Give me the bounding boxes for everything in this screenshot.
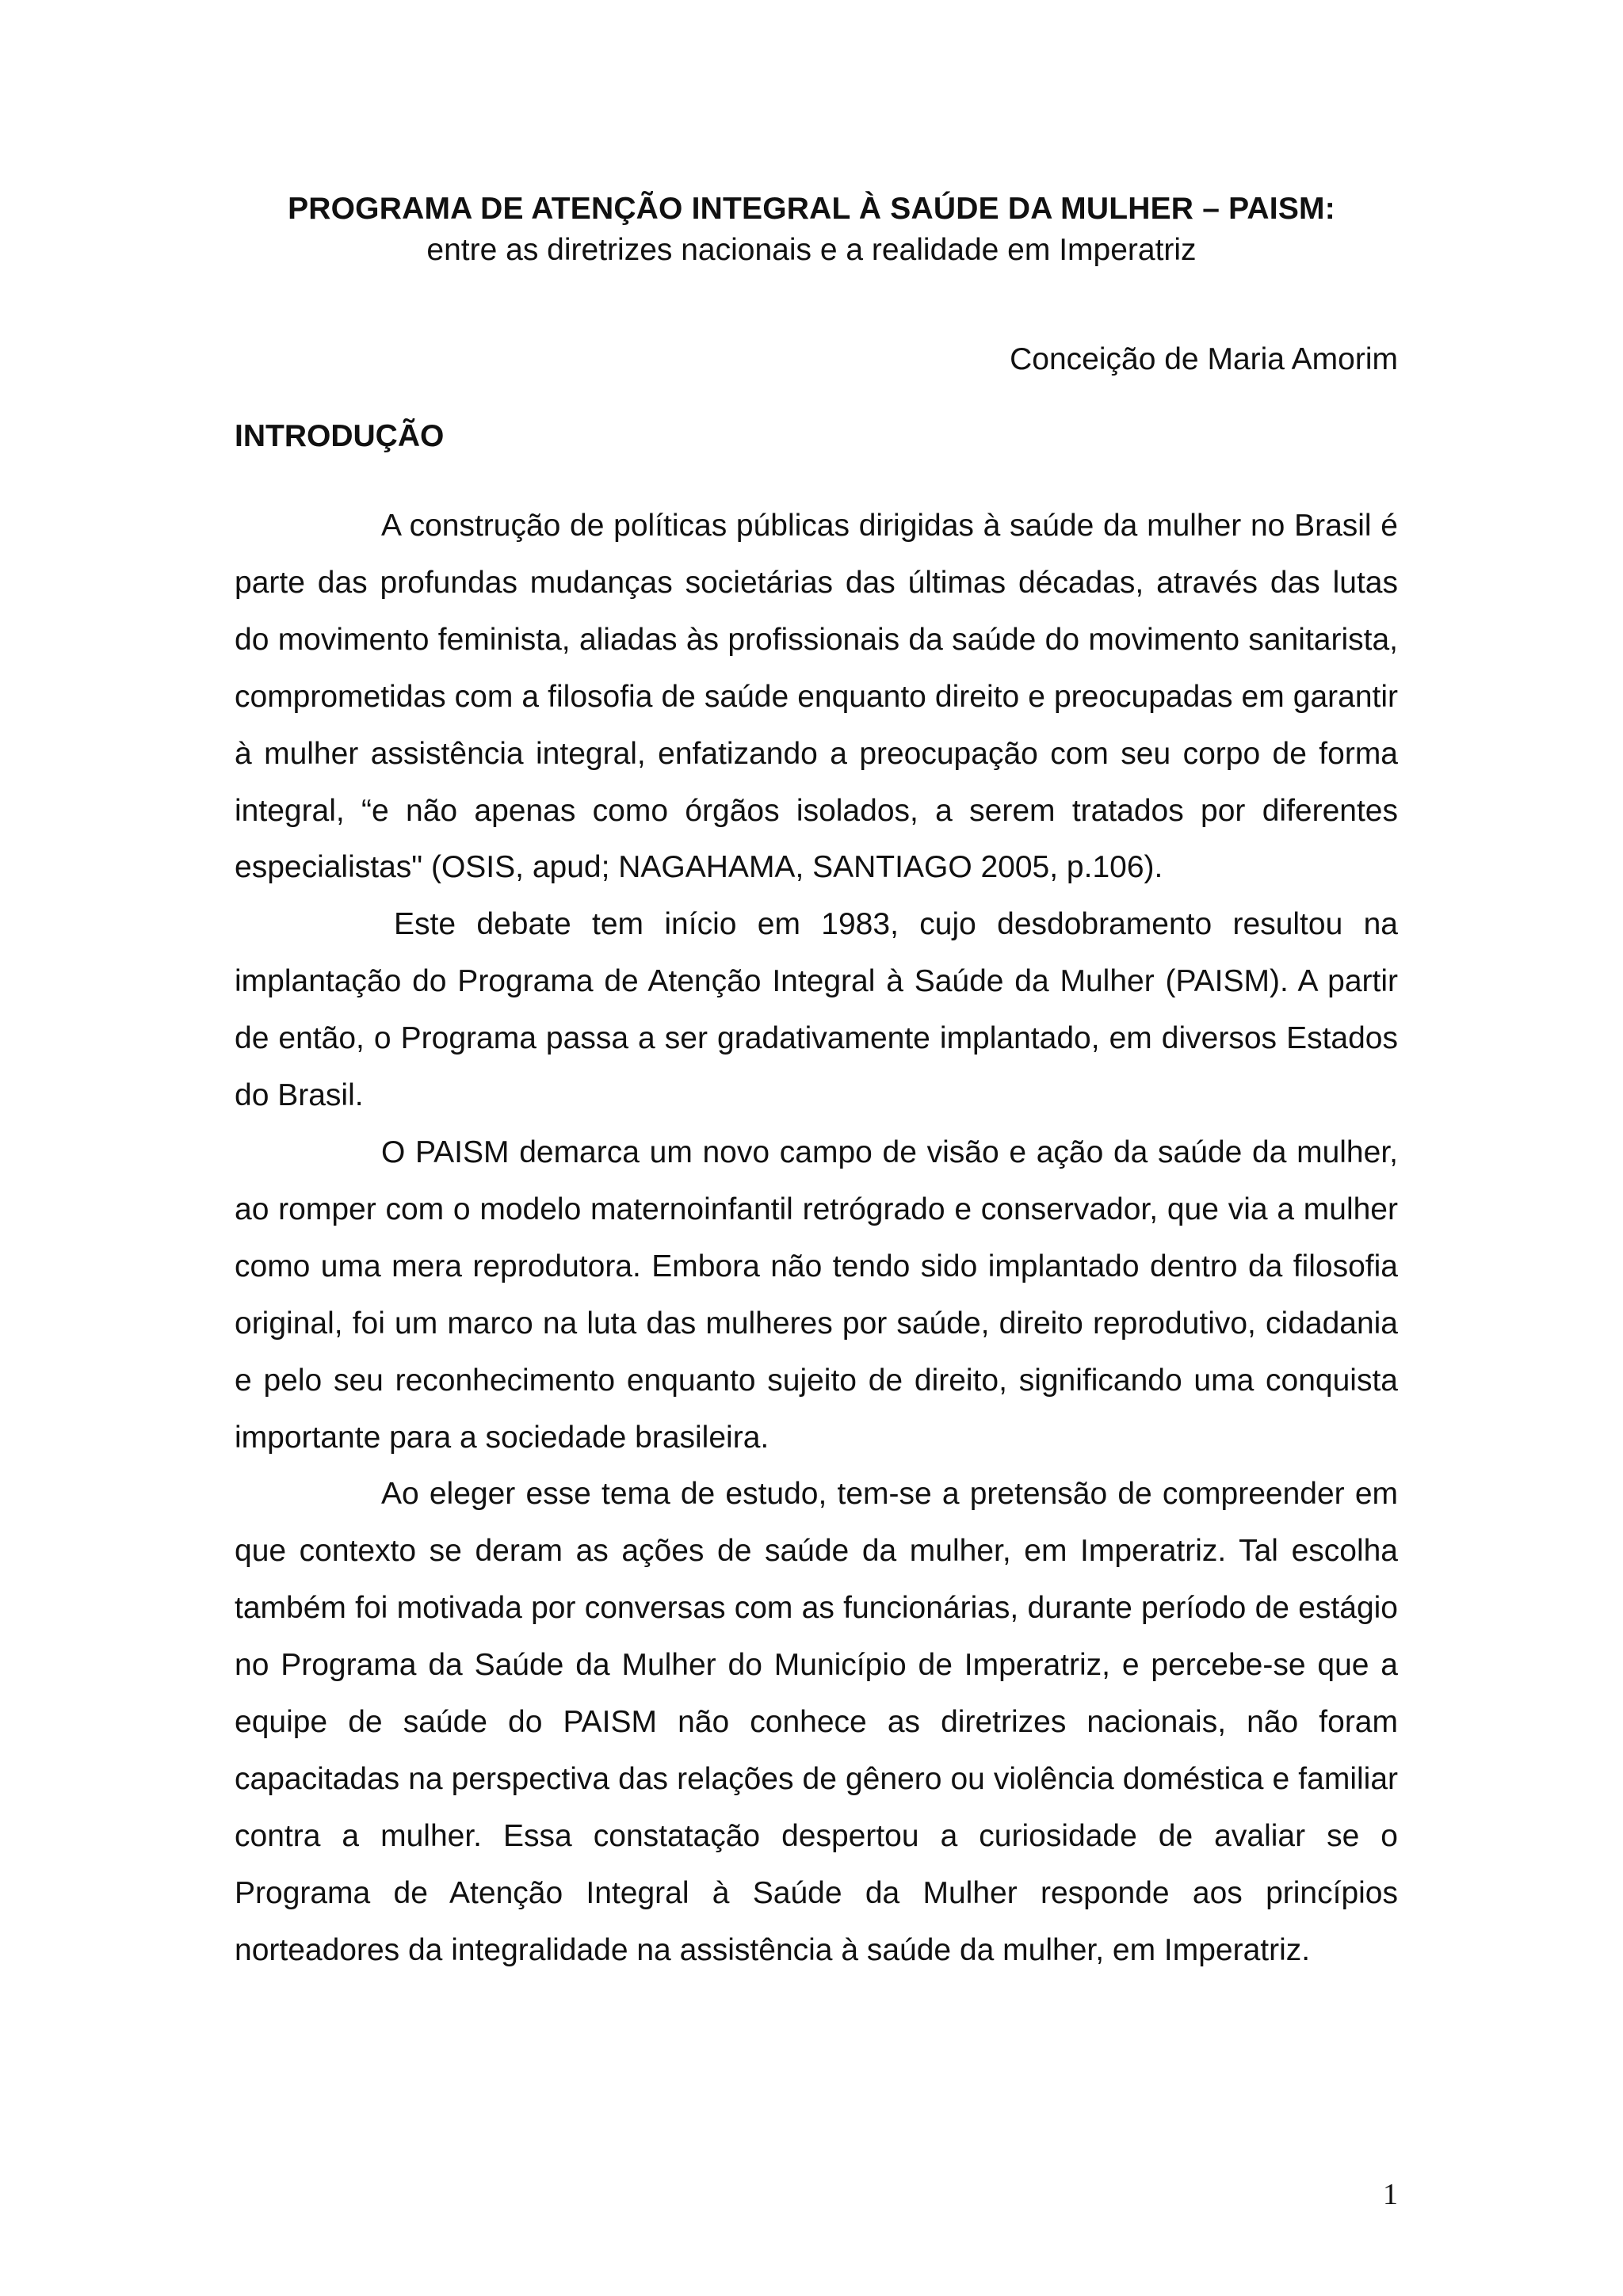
section-heading: INTRODUÇÃO [235,419,445,453]
paragraph-4: Ao eleger esse tema de estudo, tem-se a pretensão de compreender em que contexto se deram as ações de saúde da mulher, em Imperatriz. Tal escolha também foi motivada por conversas com as funcionárias, durante período de estágio no Programa da Saúde da Mulher do Município de Imperatriz, e percebe-se que a equipe de saúde do PAISM não conhece as diretrizes nacionais, não foram capacitadas na perspectiva das relações de gênero ou violência doméstica e familiar contra a mulher. Essa constatação despertou a curiosidade de avaliar se o Programa de Atenção Integral à Saúde da Mulher responde aos princípios norteadores da integralidade na assistência à saúde da mulher, em Imperatriz. [235,1477,1398,1967]
author-name: Conceição de Maria Amorim [1010,342,1398,376]
document-title: PROGRAMA DE ATENÇÃO INTEGRAL À SAÚDE DA MULHER – PAISM: [288,192,1335,226]
page-number: 1 [1383,2178,1398,2211]
body-text [235,498,1398,1979]
paragraph-2: Este debate tem início em 1983, cujo desdobramento resultou na implantação do Programa de Atenção Integral à Saúde da Mulher (PAISM). A partir de então, o Programa passa a ser gradativamente implantado, em diversos Estados do Brasil. [235,907,1398,1113]
paragraph-3: O PAISM demarca um novo campo de visão e ação da saúde da mulher, ao romper com o modelo maternoinfantil retrógrado e conservador, que via a mulher como uma mera reprodutora. Embora não tendo sido implantado dentro da filosofia original, foi um marco na luta das mulheres por saúde, direito reprodutivo, cidadania e pelo seu reconhecimento enquanto sujeito de direito, significando uma conquista importante para a sociedade brasileira. [235,1135,1398,1455]
paragraph-1: A construção de políticas públicas dirigidas à saúde da mulher no Brasil é parte das profundas mudanças societárias das últimas décadas, através das lutas do movimento feminista, aliadas às profissionais da saúde do movimento sanitarista, comprometidas com a filosofia de saúde enquanto direito e preocupadas em garantir à mulher assistência integral, enfatizando a preocupação com seu corpo de forma integral, “e não apenas como órgãos isolados, a serem tratados por diferentes especialistas" (OSIS, apud; NAGAHAMA, SANTIAGO 2005, p.106). [235,509,1398,885]
document-subtitle: entre as diretrizes nacionais e a realidade em Imperatriz [426,233,1197,267]
